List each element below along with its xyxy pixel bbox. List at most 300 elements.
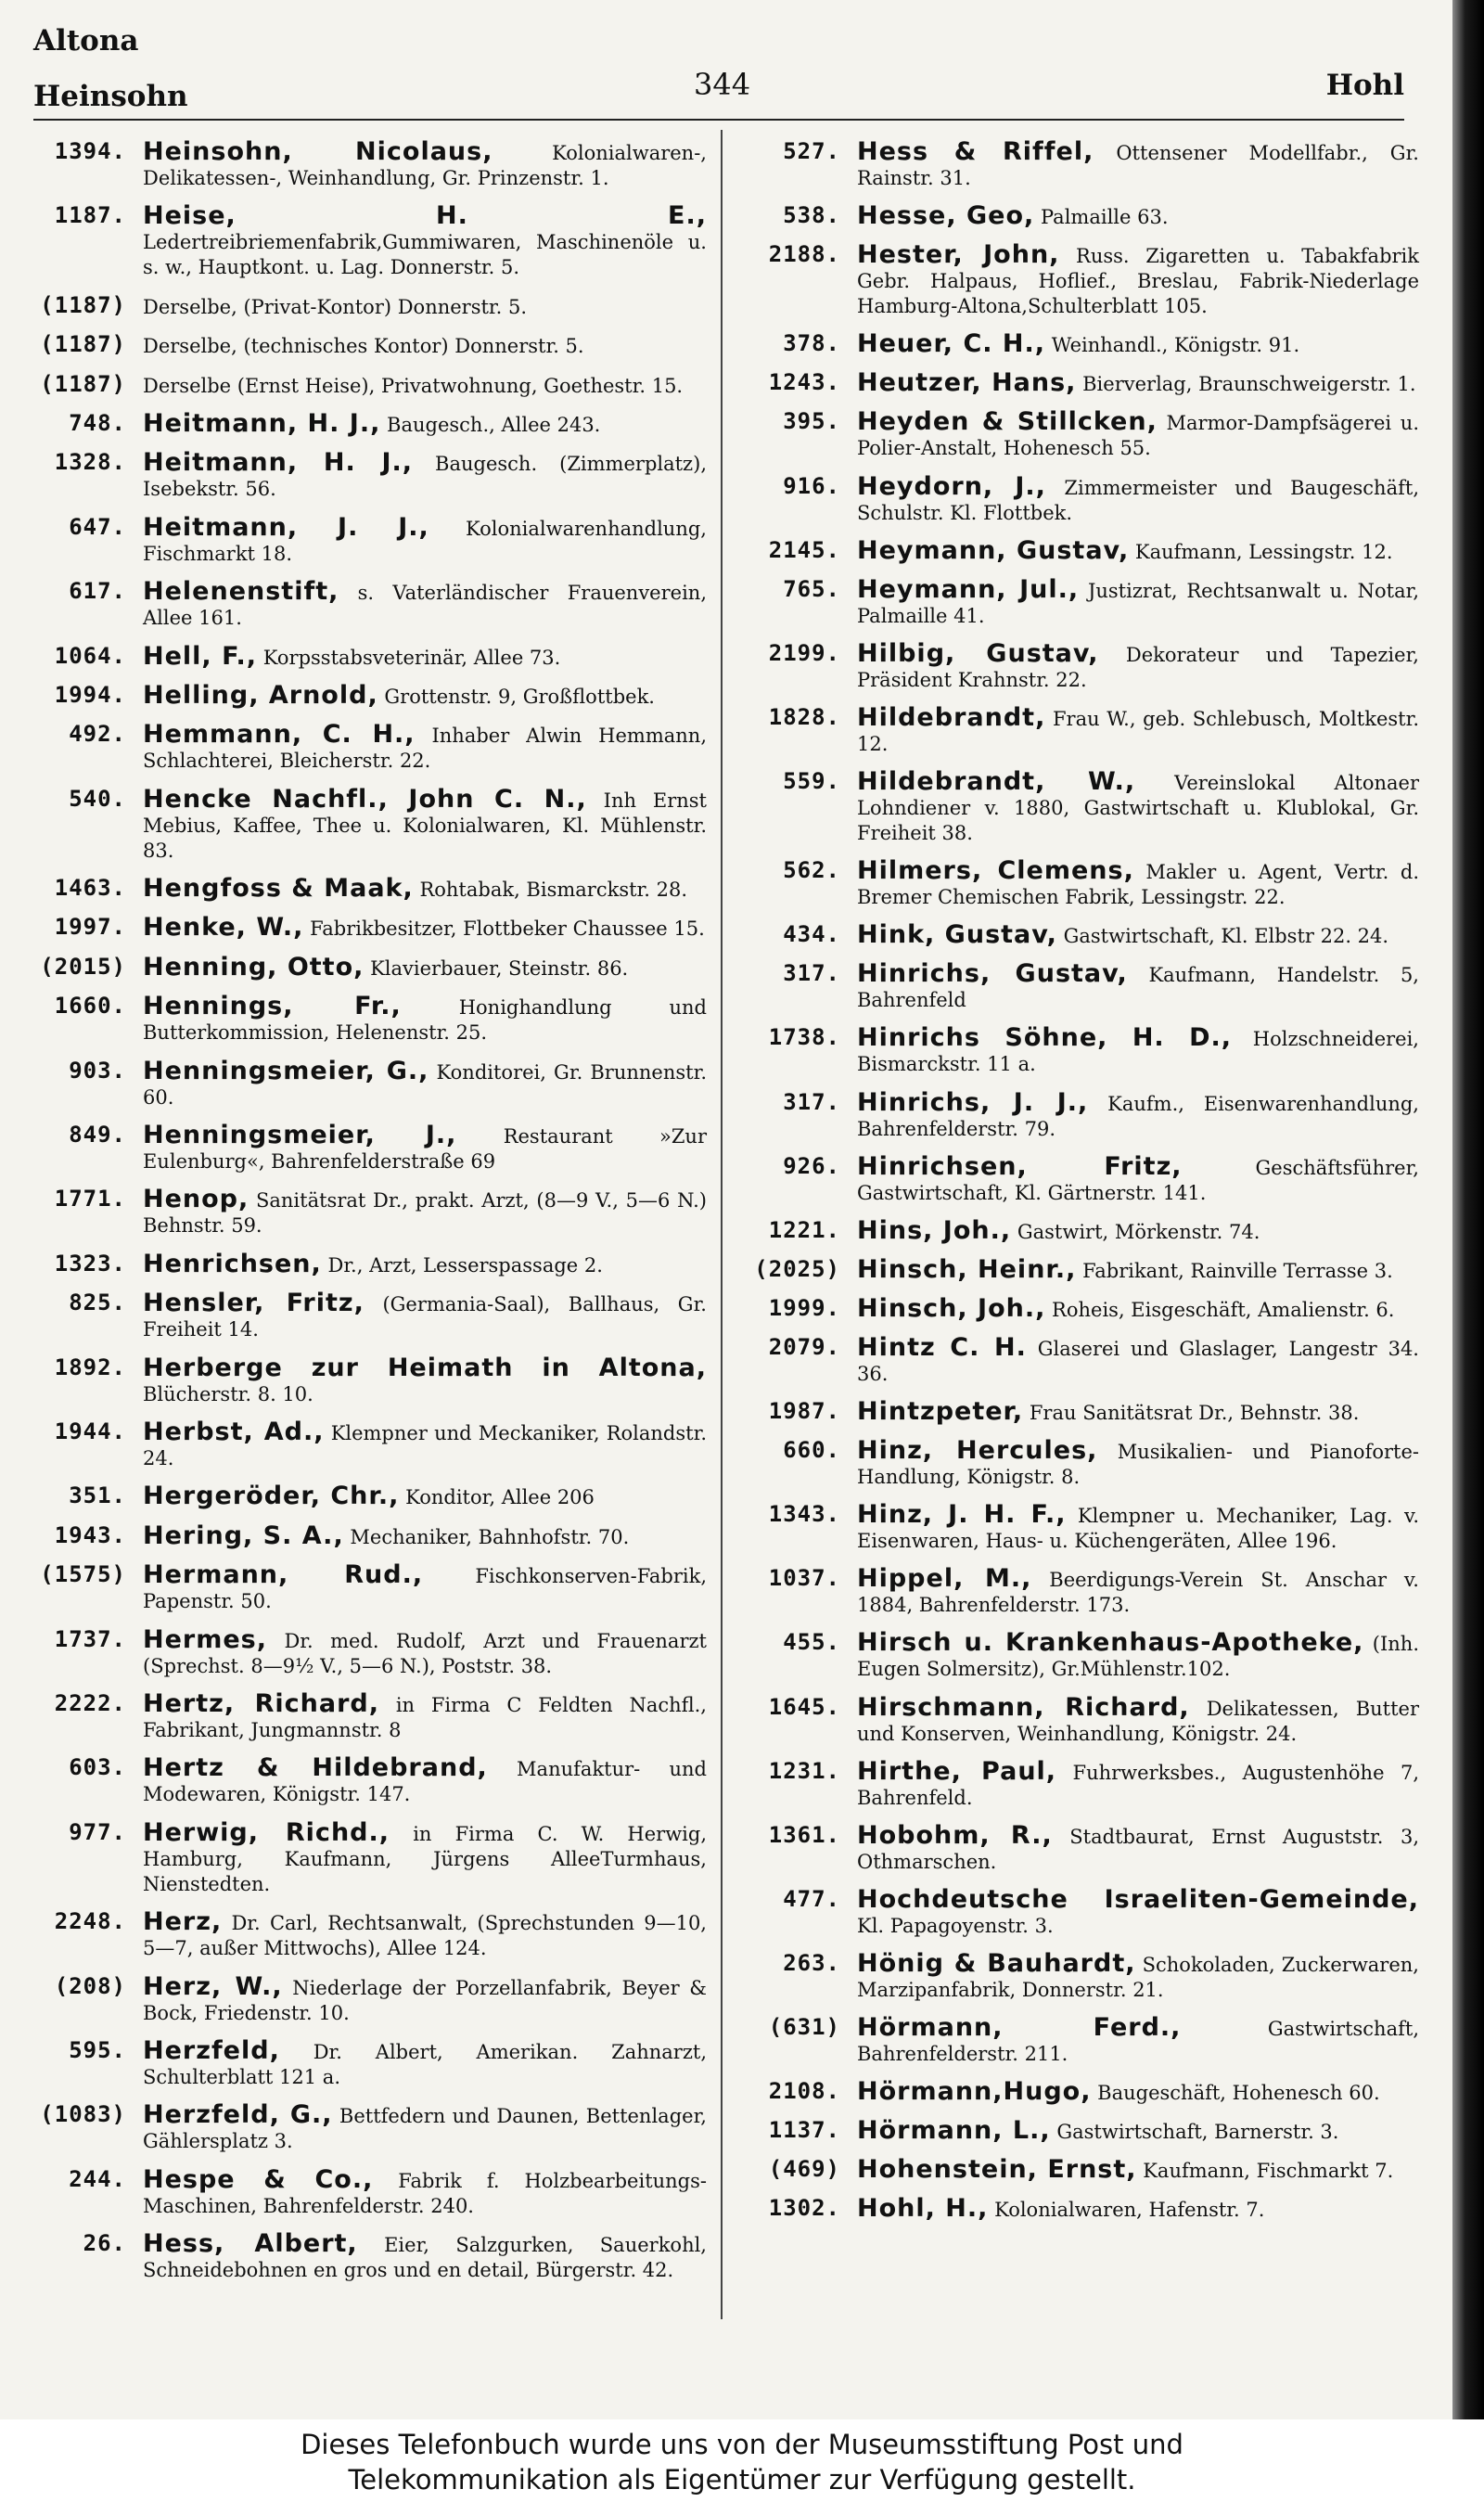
entry-details: Konditorei, Gr. Brunnenstr. 60. — [143, 1060, 707, 1109]
directory-entry — [28, 2164, 707, 2219]
entry-name: Hinrichsen, Fritz, — [857, 1151, 1183, 1181]
entry-name: Henke, W., — [143, 913, 304, 943]
entry-name: Herbst, Ad., — [143, 1417, 325, 1446]
entry-text — [143, 2035, 707, 2090]
directory-entry — [28, 332, 707, 359]
phone-number: (2015) — [40, 953, 126, 980]
phone-number: 2108. — [768, 2078, 840, 2105]
phone-number: 1645. — [768, 1693, 840, 1720]
phone-number: 1999. — [768, 1294, 840, 1321]
entry-details: Fabrik f. Holzbearbeitungs-Maschinen, Bahrenfelderstr. 240. — [143, 2169, 707, 2217]
entry-name: Helenenstift, — [143, 577, 339, 607]
entry-details: Glaserei und Glaslager, Langestr 34. 36. — [857, 1337, 1419, 1385]
phone-number: 455. — [783, 1629, 840, 1656]
entry-name: Hörmann, Ferd., — [857, 2013, 1182, 2042]
header-first-entry: Heinsohn — [33, 80, 188, 113]
entry-details: Derselbe, (technisches Kontor) Donnerstr. 5. — [143, 335, 584, 358]
entry-name: Heise, H. E., — [143, 201, 707, 231]
directory-entry — [742, 1756, 1419, 1811]
directory-entry — [28, 876, 707, 903]
directory-entry — [28, 1817, 707, 1897]
phone-number: 395. — [783, 408, 840, 435]
entry-name: Hinrichs, J. J., — [857, 1087, 1089, 1117]
entry-details: Klavierbauer, Steinstr. 86. — [370, 956, 629, 980]
directory-entry — [742, 1087, 1419, 1142]
entry-details: Inhaber Alwin Hemmann, Schlachterei, Bleicherstr. 22. — [143, 725, 707, 773]
entry-name: Heitmann, J. J., — [143, 512, 429, 542]
entry-text — [857, 1399, 1419, 1426]
phone-number: 1463. — [54, 875, 126, 902]
entry-name: Herzfeld, — [143, 2035, 280, 2065]
entry-name: Hohenstein, Ernst, — [857, 2155, 1137, 2185]
entry-details: (Germania-Saal), Ballhaus, Gr. Freiheit 14. — [143, 1293, 707, 1341]
footer-line-2: Telekommunikation als Eigentümer zur Verfügung gestellt. — [348, 2464, 1136, 2496]
entry-details: Bierverlag, Braunschweigerstr. 1. — [1082, 373, 1416, 396]
entry-text — [857, 1293, 1419, 1323]
entry-details: Inh Ernst Mebius, Kaffee, Thee u. Kolonialwaren, Kl. Mühlenstr. 83. — [143, 789, 707, 862]
phone-number: 1137. — [768, 2117, 840, 2144]
entry-text — [857, 242, 1419, 319]
entry-text — [857, 961, 1419, 1013]
directory-entry — [28, 139, 707, 191]
directory-entry — [742, 2015, 1419, 2067]
phone-number: (1187) — [40, 370, 126, 397]
entry-details: Blücherstr. 8. 10. — [143, 1382, 313, 1405]
entry-name: Hippel, M., — [857, 1564, 1032, 1594]
phone-number: 2199. — [768, 639, 840, 666]
entry-text — [143, 450, 707, 502]
entry-text — [857, 1820, 1419, 1875]
entry-details: Kaufmann, Handelstr. 5, Bahrenfeld — [857, 964, 1419, 1012]
column-divider — [721, 130, 723, 2319]
entry-text — [143, 408, 707, 438]
entry-text — [857, 1215, 1419, 1245]
entry-text — [143, 203, 707, 280]
entry-details: Geschäftsführer, Gastwirtschaft, Kl. Gärtnerstr. 141. — [857, 1156, 1419, 1204]
entry-name: Hintz C. H. — [857, 1332, 1027, 1362]
entry-name: Heinsohn, Nicolaus, — [143, 137, 493, 166]
directory-entry — [742, 1215, 1419, 1245]
entry-details: Palmaille 63. — [1041, 206, 1169, 229]
footer-notice — [0, 2419, 1484, 2502]
directory-entry — [28, 2102, 707, 2154]
entry-name: Hinsch, Joh., — [857, 1293, 1046, 1323]
phone-number: 660. — [783, 1437, 840, 1464]
directory-entry — [742, 638, 1419, 693]
entry-name: Hell, F., — [143, 641, 258, 671]
directory-entry — [742, 1884, 1419, 1939]
entry-text — [143, 2102, 707, 2154]
phone-number: 748. — [69, 409, 126, 436]
entry-text — [857, 1948, 1419, 2003]
phone-number: 1231. — [768, 1757, 840, 1784]
entry-name: Herzfeld, G., — [143, 2100, 333, 2130]
entry-details: Baugesch. (Zimmerplatz), Isebekstr. 56. — [143, 453, 707, 501]
entry-text — [857, 1332, 1419, 1387]
entry-text — [857, 638, 1419, 693]
directory-entry — [742, 2196, 1419, 2223]
phone-number: 1064. — [54, 642, 126, 669]
entry-text — [143, 579, 707, 631]
entry-details: Kolonialwaren, Hafenstr. 7. — [994, 2199, 1265, 2222]
entry-text — [143, 512, 707, 567]
phone-number: 825. — [69, 1289, 126, 1316]
directory-entry — [28, 293, 707, 320]
phone-number: 2079. — [768, 1333, 840, 1360]
entry-name: Henop, — [143, 1185, 249, 1214]
entry-details: Sanitätsrat Dr., prakt. Arzt, (8—9 V., 5—6 N.) Behnstr. 59. — [143, 1189, 707, 1238]
directory-entry — [28, 1520, 707, 1550]
entry-details: Rohtabak, Bismarckstr. 28. — [419, 879, 688, 902]
directory-entry — [742, 331, 1419, 358]
entry-name: Hirsch u. Krankenhaus-Apotheke, — [857, 1628, 1364, 1658]
entry-name: Hinz, Hercules, — [857, 1436, 1098, 1466]
entry-text — [857, 1254, 1419, 1284]
entry-text — [143, 1483, 707, 1510]
entry-name: Heyden & Stillcken, — [857, 407, 1158, 437]
directory-entry — [742, 1293, 1419, 1323]
entry-details: Dr., Arzt, Lesserspassage 2. — [327, 1253, 603, 1277]
phone-number: 317. — [783, 1088, 840, 1115]
entry-details: Kaufmann, Lessingstr. 12. — [1134, 540, 1393, 563]
entry-details: Ledertreibriemenfabrik,Gummiwaren, Maschinenöle u. s. w., Hauptkont. u. Lag. Donnerstr. 5. — [143, 231, 707, 279]
entry-name: Hilbig, Gustav, — [857, 638, 1099, 668]
entry-name: Hester, John, — [857, 240, 1060, 270]
entry-name: Hertz & Hildebrand, — [143, 1753, 488, 1783]
directory-entry — [28, 1624, 707, 1679]
directory-entry — [28, 372, 707, 399]
directory-entry — [742, 471, 1419, 526]
phone-number: 540. — [69, 785, 126, 812]
entry-details: Bettfedern und Daunen, Bettenlager, Gählersplatz 3. — [143, 2105, 707, 2153]
entry-details: Roheis, Eisgeschäft, Amalienstr. 6. — [1052, 1298, 1395, 1321]
phone-number: (1575) — [40, 1561, 126, 1588]
entry-text — [857, 1884, 1419, 1939]
phone-number: 1943. — [54, 1521, 126, 1548]
entry-details: Gastwirtschaft, Bahrenfelderstr. 211. — [857, 2018, 1419, 2065]
entry-details: Delikatessen, Butter und Konserven, Weinhandlung, Königstr. 24. — [857, 1697, 1419, 1745]
entry-text — [143, 915, 707, 942]
directory-entry — [28, 1688, 707, 1743]
directory-entry — [28, 1909, 707, 1961]
phone-number: 477. — [783, 1885, 840, 1912]
phone-number: (208) — [54, 1972, 126, 1999]
phone-number: 849. — [69, 1122, 126, 1148]
entry-name: Heymann, Gustav, — [857, 535, 1130, 565]
entry-details: Fabrikant, Rainville Terrasse 3. — [1082, 1259, 1393, 1282]
entry-details: Niederlage der Porzellanfabrik, Beyer & Bock, Friedenstr. 10. — [143, 1976, 707, 2024]
directory-entry — [28, 1355, 707, 1407]
entry-name: Henningsmeier, G., — [143, 1056, 429, 1085]
directory-entry — [742, 858, 1419, 910]
directory-entry — [28, 1056, 707, 1110]
entry-details: (Inh. Eugen Solmersitz), Gr.Mühlenstr.102. — [857, 1633, 1419, 1681]
phone-number: 492. — [69, 721, 126, 748]
phone-number: 1987. — [768, 1398, 840, 1425]
phone-number: 1221. — [768, 1216, 840, 1243]
entry-text — [857, 409, 1419, 461]
entry-details: Fuhrwerksbes., Augustenhöhe 7, Bahrenfeld. — [857, 1761, 1419, 1809]
phone-number: 1892. — [54, 1354, 126, 1380]
entry-details: Russ. Zigaretten u. Tabakfabrik Gebr. Halpaus, Hoflief., Breslau, Fabrik-Niederlage Hamburg-Altona,Schulterblatt 105. — [857, 245, 1419, 318]
entry-name: Heitmann, H. J., — [143, 408, 381, 438]
directory-entry — [28, 680, 707, 710]
directory-entry — [28, 1251, 707, 1278]
entry-text — [857, 574, 1419, 629]
entry-text — [857, 2015, 1419, 2067]
phone-number: (1083) — [40, 2101, 126, 2128]
entry-text — [143, 1755, 707, 1807]
entry-text — [143, 1817, 707, 1897]
directory-entry — [742, 242, 1419, 319]
directory-entry — [742, 1399, 1419, 1426]
entry-details: Stadtbaurat, Ernst Auguststr. 3, Othmarschen. — [857, 1825, 1419, 1873]
entry-details: Weinhandl., Königstr. 91. — [1051, 334, 1300, 357]
entry-details: Kaufmann, Fischmarkt 7. — [1143, 2160, 1394, 2183]
entry-details: Restaurant »Zur Eulenburg«, Bahrenfelderstraße 69 — [143, 1125, 707, 1174]
entry-text — [143, 2231, 707, 2283]
directory-entry — [28, 722, 707, 774]
entry-details: Baugesch., Allee 243. — [387, 413, 601, 436]
entry-name: Hörmann, L., — [857, 2116, 1051, 2146]
entry-text — [857, 370, 1419, 397]
entry-text — [143, 1909, 707, 1961]
entry-details: Dr. med. Rudolf, Arzt und Frauenarzt (Sprechst. 8—9½ V., 5—6 N.), Poststr. 38. — [143, 1629, 707, 1677]
phone-number: 603. — [69, 1754, 126, 1781]
directory-entry — [28, 1290, 707, 1342]
entry-text — [857, 702, 1419, 757]
phone-number: 1771. — [54, 1186, 126, 1213]
entry-name: Hespe & Co., — [143, 2164, 374, 2194]
entry-text — [857, 1151, 1419, 1206]
entry-details: Ottensener Modellfabr., Gr. Rainstr. 31. — [857, 142, 1419, 189]
entry-text — [143, 1688, 707, 1743]
entry-name: Hengfoss & Maak, — [143, 874, 414, 904]
entry-text — [143, 293, 707, 320]
entry-details: Klempner u. Mechaniker, Lag. v. Eisenwaren, Haus- u. Küchengeräten, Allee 196. — [857, 1505, 1420, 1553]
directory-entry — [742, 535, 1419, 565]
phone-number: 926. — [783, 1152, 840, 1179]
phone-number: 317. — [783, 960, 840, 987]
header-city: Altona — [33, 24, 139, 58]
directory-entry — [28, 1971, 707, 2026]
entry-text — [143, 1971, 707, 2026]
entry-text — [143, 994, 707, 1046]
entry-name: Hintzpeter, — [857, 1397, 1024, 1427]
directory-entry — [28, 2231, 707, 2283]
page-number: 344 — [694, 67, 751, 102]
entry-details: Makler u. Agent, Vertr. d. Bremer Chemischen Fabrik, Lessingstr. 22. — [857, 861, 1419, 909]
entry-details: Gastwirtschaft, Kl. Elbstr 22. 24. — [1063, 925, 1389, 948]
phone-number: 26. — [83, 2230, 126, 2257]
directory-entry — [28, 1123, 707, 1174]
directory-entry — [742, 1025, 1419, 1077]
entry-details: Musikalien- und Pianoforte-Handlung, Königstr. 8. — [857, 1441, 1419, 1489]
entry-details: Holzschneiderei, Bismarckstr. 11 a. — [857, 1028, 1419, 1076]
phone-number: 1994. — [54, 681, 126, 708]
entry-name: Hess & Riffel, — [857, 137, 1094, 166]
directory-entry — [742, 1820, 1419, 1875]
entry-details: Fischkonserven-Fabrik, Papenstr. 50. — [143, 1565, 707, 1613]
entry-details: Baugeschäft, Hohenesch 60. — [1097, 2082, 1380, 2105]
entry-text — [857, 1566, 1419, 1618]
entry-details: Kolonialwarenhandlung, Fischmarkt 18. — [143, 517, 707, 565]
entry-name: Henningsmeier, J., — [143, 1121, 457, 1150]
entry-details: Grottenstr. 9, Großflottbek. — [384, 685, 655, 708]
phone-number: 351. — [69, 1482, 126, 1509]
directory-entry — [742, 2118, 1419, 2145]
entry-details: Kaufm., Eisenwarenhandlung, Bahrenfelderstr. 79. — [857, 1092, 1419, 1140]
entry-text — [857, 769, 1419, 846]
directory-entry — [742, 1151, 1419, 1206]
entry-text — [143, 372, 707, 399]
phone-number: (631) — [768, 2014, 840, 2040]
phone-number: 1323. — [54, 1250, 126, 1277]
phone-number: 1997. — [54, 914, 126, 941]
directory-entry — [742, 1630, 1419, 1682]
footer-line-1: Dieses Telefonbuch wurde uns von der Museumsstiftung Post und — [301, 2429, 1183, 2460]
entry-name: Hildebrandt, — [857, 702, 1046, 732]
phone-number: (1187) — [40, 331, 126, 358]
entry-details: Kl. Papagoyenstr. 3. — [857, 1914, 1054, 1937]
directory-entry — [742, 574, 1419, 629]
phone-number: 1243. — [768, 369, 840, 396]
directory-entry — [742, 2079, 1419, 2106]
directory-entry — [28, 2035, 707, 2090]
entry-name: Hink, Gustav, — [857, 920, 1057, 950]
phone-number: 1828. — [768, 703, 840, 730]
entry-text — [143, 2164, 707, 2219]
entry-details: Fabrikbesitzer, Flottbeker Chaussee 15. — [310, 917, 705, 941]
entry-name: Helling, Arnold, — [143, 680, 378, 710]
phone-number: 559. — [783, 768, 840, 795]
entry-text — [143, 139, 707, 191]
directory-entry — [742, 203, 1419, 230]
entry-details: Klempner und Meckaniker, Rolandstr. 24. — [143, 1421, 707, 1469]
phone-number: 527. — [783, 138, 840, 164]
entry-name: Herz, — [143, 1907, 223, 1937]
entry-details: Dekorateur und Tapezier, Präsident Krahnstr. 22. — [857, 643, 1419, 691]
entry-details: Eier, Salzgurken, Sauerkohl, Schneidebohnen en gros und en detail, Bürgerstr. 42. — [143, 2234, 707, 2282]
entry-name: Hess, Albert, — [143, 2229, 358, 2259]
entry-details: Honighandlung und Butterkommission, Helenenstr. 25. — [143, 996, 707, 1045]
entry-name: Hinsch, Heinr., — [857, 1254, 1077, 1284]
entry-details: Dr. Albert, Amerikan. Zahnarzt, Schulterblatt 121 a. — [143, 2040, 707, 2088]
entry-name: Henrichsen, — [143, 1249, 322, 1278]
directory-entry — [28, 579, 707, 631]
phone-number: 1944. — [54, 1418, 126, 1444]
entry-name: Hering, S. A., — [143, 1520, 344, 1550]
entry-name: Hemmann, C. H., — [143, 720, 416, 750]
phone-number: 1737. — [54, 1625, 126, 1652]
entry-text — [143, 641, 707, 671]
entry-details: Marmor-Dampfsägerei u. Polier-Anstalt, Hohenesch 55. — [857, 412, 1419, 460]
directory-entry — [28, 450, 707, 502]
entry-details: in Firma C Feldten Nachfl., Fabrikant, Jungmannstr. 8 — [143, 1693, 707, 1741]
directory-entry — [28, 1562, 707, 1614]
entry-name: Hirthe, Paul, — [857, 1756, 1057, 1786]
entry-text — [857, 535, 1419, 565]
entry-text — [857, 1025, 1419, 1077]
entry-text — [857, 2157, 1419, 2184]
right-column — [742, 139, 1419, 2235]
entry-details: Gastwirt, Mörkenstr. 74. — [1017, 1220, 1260, 1243]
directory-entry — [742, 1692, 1419, 1747]
directory-entry — [742, 2157, 1419, 2184]
entry-details: Schokoladen, Zuckerwaren, Marzipanfabrik, Donnerstr. 21. — [857, 1953, 1419, 2001]
directory-entry — [28, 1483, 707, 1510]
entry-details: Zimmermeister und Baugeschäft, Schulstr. Kl. Flottbek. — [857, 476, 1419, 524]
entry-details: Kolonialwaren-, Delikatessen-, Weinhandlung, Gr. Prinzenstr. 1. — [143, 142, 707, 189]
entry-text — [143, 876, 707, 903]
directory-entry — [742, 769, 1419, 846]
entry-name: Hermes, — [143, 1624, 267, 1654]
entry-name: Herberge zur Heimath in Altona, — [143, 1353, 707, 1382]
directory-entry — [28, 408, 707, 438]
entry-name: Heydorn, J., — [857, 471, 1046, 501]
entry-name: Heymann, Jul., — [857, 574, 1080, 604]
directory-entry — [28, 784, 707, 864]
entry-text — [857, 1438, 1419, 1490]
entry-text — [143, 952, 707, 982]
entry-text — [857, 203, 1419, 230]
header-rule — [33, 119, 1404, 121]
phone-number: 1343. — [768, 1501, 840, 1528]
entry-name: Hesse, Geo, — [857, 201, 1035, 231]
phone-number: 2145. — [768, 536, 840, 563]
entry-name: Herwig, Richd., — [143, 1817, 390, 1847]
directory-entry — [28, 915, 707, 942]
entry-text — [857, 1692, 1419, 1747]
directory-entry — [742, 922, 1419, 949]
entry-text — [143, 1187, 707, 1238]
directory-entry — [742, 1438, 1419, 1490]
directory-entry — [742, 1254, 1419, 1284]
entry-text — [857, 1756, 1419, 1811]
entry-details: Derselbe, (Privat-Kontor) Donnerstr. 5. — [143, 295, 528, 318]
entry-name: Herz, W., — [143, 1971, 283, 2001]
directory-entry — [742, 139, 1419, 191]
phone-number: 1328. — [54, 449, 126, 476]
entry-name: Hörmann,Hugo, — [857, 2077, 1092, 2107]
entry-name: Hinz, J. H. F., — [857, 1500, 1067, 1530]
directory-entry — [742, 370, 1419, 397]
directory-entry — [28, 203, 707, 280]
phone-number: 1187. — [54, 202, 126, 229]
phone-number: 1738. — [768, 1024, 840, 1051]
phone-number: 647. — [69, 513, 126, 540]
phone-number: 1394. — [54, 138, 126, 164]
entry-text — [857, 2079, 1419, 2106]
entry-details: Korpsstabsveterinär, Allee 73. — [262, 646, 561, 669]
directory-entry — [28, 641, 707, 671]
entry-text — [143, 1290, 707, 1342]
directory-entry — [28, 1187, 707, 1238]
entry-text — [857, 2196, 1419, 2223]
phone-number: 2222. — [54, 1689, 126, 1716]
entry-details: Beerdigungs-Verein St. Anschar v. 1884, Bahrenfelderstr. 173. — [857, 1569, 1419, 1617]
entry-text — [143, 1520, 707, 1550]
phone-number: 1660. — [54, 993, 126, 1020]
phone-number: 977. — [69, 1818, 126, 1845]
directory-entry — [28, 1419, 707, 1471]
entry-text — [857, 1087, 1419, 1142]
phone-number: (469) — [768, 2156, 840, 2183]
entry-name: Hochdeutsche Israeliten-Gemeinde, — [857, 1884, 1419, 1914]
entry-name: Hobohm, R., — [857, 1820, 1053, 1850]
entry-details: Gastwirtschaft, Barnerstr. 3. — [1056, 2121, 1339, 2144]
entry-details: Derselbe (Ernst Heise), Privatwohnung, Goethestr. 15. — [143, 374, 684, 397]
